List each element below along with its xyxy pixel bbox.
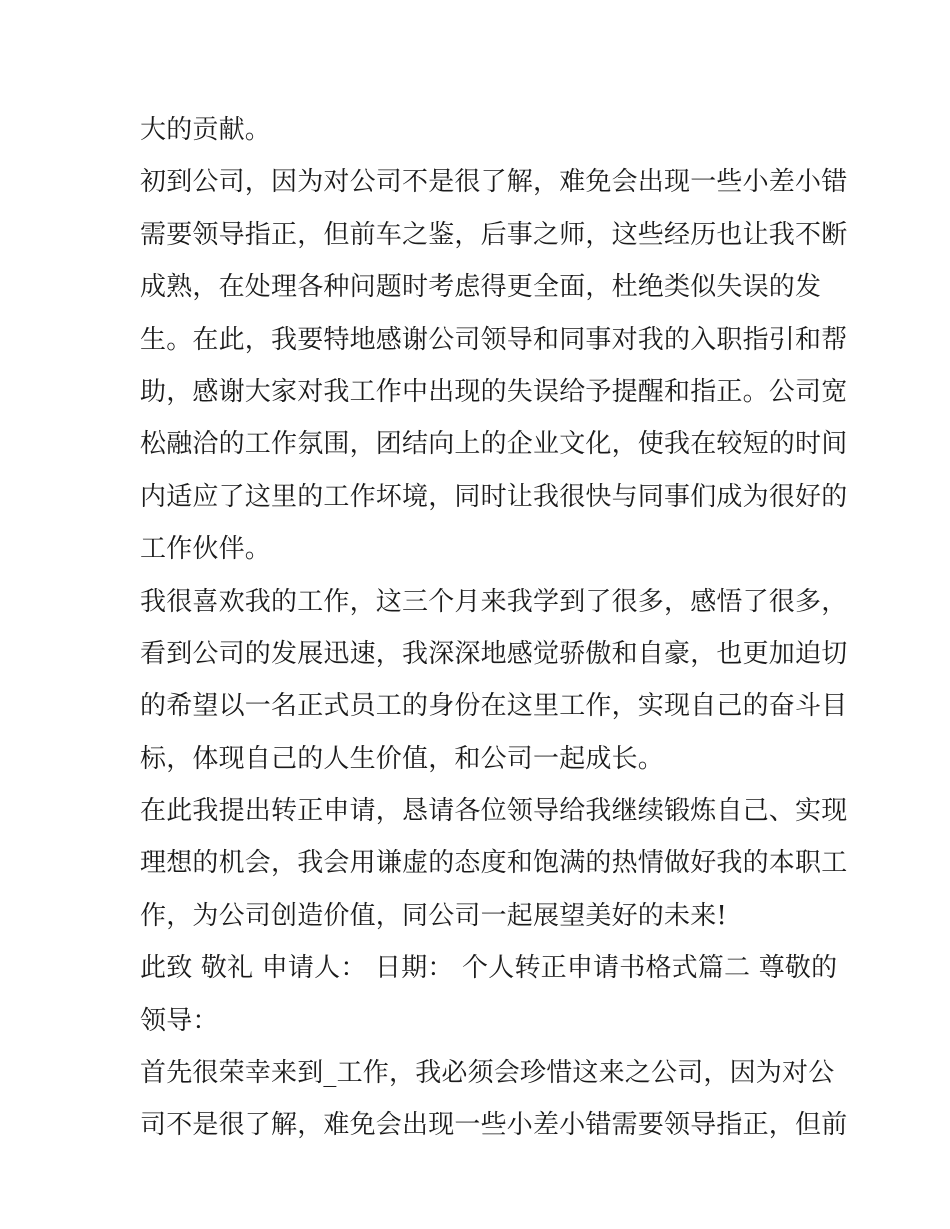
- text-line: 工作伙伴。: [140, 534, 272, 565]
- text-line: 松融洽的工作氛围，团结向上的企业文化，使我在较短的时间: [140, 429, 848, 460]
- text-line: 需要领导指正，但前车之鉴，后事之师，这些经历也让我不断: [140, 219, 848, 250]
- text-line: 作，为公司创造价值，同公司一起展望美好的未来!: [140, 900, 728, 931]
- text-line: 的希望以一名正式员工的身份在这里工作，实现自己的奋斗目: [140, 691, 848, 722]
- text-line: 在此我提出转正申请，恳请各位领导给我继续锻炼自己、实现: [140, 796, 848, 827]
- text-line: 理想的机会，我会用谦虚的态度和饱满的热情做好我的本职工: [140, 848, 848, 879]
- text-line: 领导：: [140, 1005, 219, 1036]
- text-line: 看到公司的发展迅速，我深深地感觉骄傲和自豪，也更加迫切: [140, 638, 848, 669]
- text-line: 大的贡献。: [140, 115, 272, 145]
- text-line: 标，体现自己的人生价值，和公司一起成长。: [140, 743, 665, 774]
- document-body: [140, 104, 848, 1152]
- text-line: 司不是很了解，难免会出现一些小差小错需要领导指正，但前: [140, 1110, 848, 1141]
- text-line: 内适应了这里的工作坏境，同时让我很快与同事们成为很好的: [140, 481, 848, 512]
- text-line: 成熟，在处理各种问题时考虑得更全面，杜绝类似失误的发: [140, 272, 822, 303]
- text-line: 此致 敬礼 申请人： 日期： 个人转正申请书格式篇二 尊敬的: [140, 953, 838, 984]
- text-line: 助，感谢大家对我工作中出现的失误给予提醒和指正。公司宽: [140, 376, 848, 407]
- text-line: 我很喜欢我的工作，这三个月来我学到了很多，感悟了很多，: [140, 586, 848, 617]
- text-line: 生。在此，我要特地感谢公司领导和同事对我的入职指引和帮: [140, 324, 848, 355]
- text-line: 首先很荣幸来到_工作，我必须会珍惜这来之公司，因为对公: [140, 1058, 835, 1089]
- text-line: 初到公司，因为对公司不是很了解，难免会出现一些小差小错: [140, 167, 848, 198]
